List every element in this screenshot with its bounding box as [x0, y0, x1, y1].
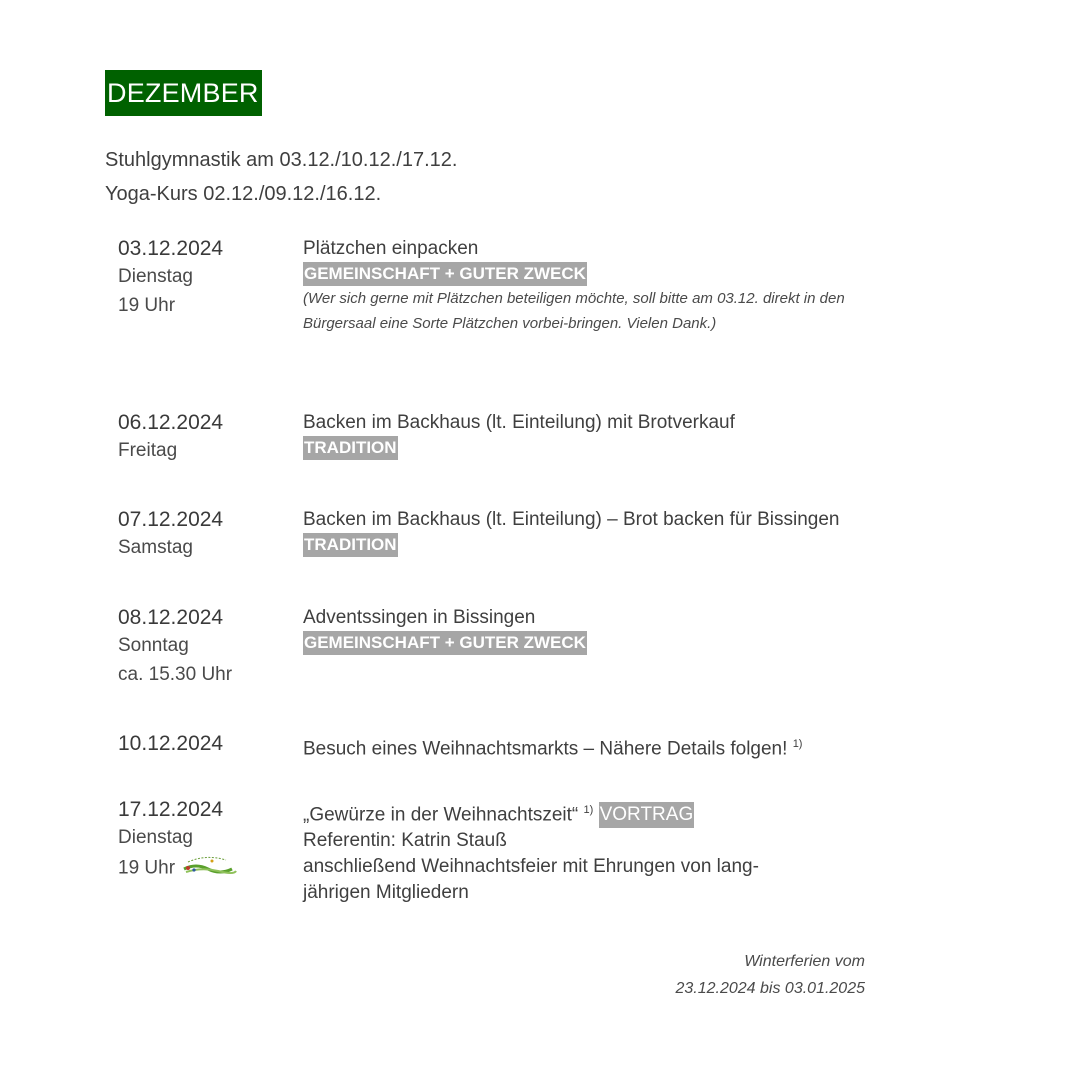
- event-weekday: Dienstag: [118, 827, 193, 848]
- event-tag: TRADITION: [303, 533, 398, 557]
- event-date-column: [118, 410, 288, 465]
- event-date: 10.12.2024: [118, 732, 224, 755]
- intro-line-yoga: Yoga-Kurs 02.12./09.12./16.12.: [105, 183, 382, 205]
- event-date: 17.12.2024: [118, 798, 224, 821]
- event-time-line: [118, 852, 288, 885]
- event-title: Backen im Backhaus (lt. Einteilung) mit Brotverkauf: [303, 412, 735, 433]
- event-title: Backen im Backhaus (lt. Einteilung) – Brot backen für Bissingen: [303, 509, 840, 530]
- event-time: ca. 15.30 Uhr: [118, 664, 233, 685]
- event-footnote: 1): [792, 738, 803, 750]
- event-title: Plätzchen einpacken: [303, 238, 479, 259]
- event-description: [303, 605, 1003, 655]
- event-tag: VORTRAG: [599, 802, 695, 828]
- event-title-line: [303, 797, 1003, 828]
- event-date-column: [118, 605, 288, 689]
- event-date-column: [118, 507, 288, 562]
- event-date: 07.12.2024: [118, 508, 224, 531]
- intro-line-chair-gym: Stuhlgymnastik am 03.12./10.12./17.12.: [105, 149, 458, 171]
- event-time: 19 Uhr: [118, 857, 176, 879]
- event-weekday: Freitag: [118, 440, 178, 461]
- event-tag: TRADITION: [303, 436, 398, 460]
- event-date: 08.12.2024: [118, 606, 224, 629]
- event-detail-line: Referentin: Katrin Stauß: [303, 830, 507, 852]
- event-description: [303, 731, 1003, 762]
- club-logo-icon: [182, 852, 238, 885]
- event-date-column: [118, 797, 288, 885]
- event-tag: GEMEINSCHAFT + GUTER ZWECK: [303, 262, 587, 286]
- event-detail-line: anschließend Weihnachtsfeier mit Ehrungen von lang-: [303, 856, 759, 878]
- intro-block: [105, 143, 457, 211]
- event-description: [303, 236, 1003, 336]
- event-description: [303, 410, 1003, 460]
- event-detail-line: jährigen Mitgliedern: [303, 882, 469, 904]
- event-title: Adventssingen in Bissingen: [303, 607, 536, 628]
- holiday-note: [560, 948, 865, 1002]
- event-time: 19 Uhr: [118, 295, 176, 316]
- event-description: [303, 797, 1003, 906]
- event-weekday: Dienstag: [118, 266, 193, 287]
- event-weekday: Sonntag: [118, 635, 189, 656]
- event-footnote: 1): [583, 804, 594, 816]
- event-date: 06.12.2024: [118, 411, 224, 434]
- event-tag: GEMEINSCHAFT + GUTER ZWECK: [303, 631, 587, 655]
- month-heading: DEZEMBER: [105, 70, 262, 116]
- event-date-column: [118, 731, 288, 757]
- event-date-column: [118, 236, 288, 320]
- event-date: 03.12.2024: [118, 237, 224, 260]
- event-note: (Wer sich gerne mit Plätzchen beteiligen möchte, soll bitte am 03.12. direkt in den Bürgersaal eine Sorte Plätzchen vorbei-bringen. Vielen Dank.): [303, 290, 845, 332]
- event-title: Besuch eines Weihnachtsmarkts – Nähere Details folgen!: [303, 738, 788, 760]
- event-title: „Gewürze in der Weihnachtszeit“: [303, 804, 579, 826]
- event-weekday: Samstag: [118, 537, 193, 558]
- event-description: [303, 507, 1003, 557]
- event-title-line: [303, 731, 1003, 762]
- holiday-note-line: 23.12.2024 bis 03.01.2025: [675, 980, 865, 997]
- holiday-note-line: Winterferien vom: [744, 953, 865, 970]
